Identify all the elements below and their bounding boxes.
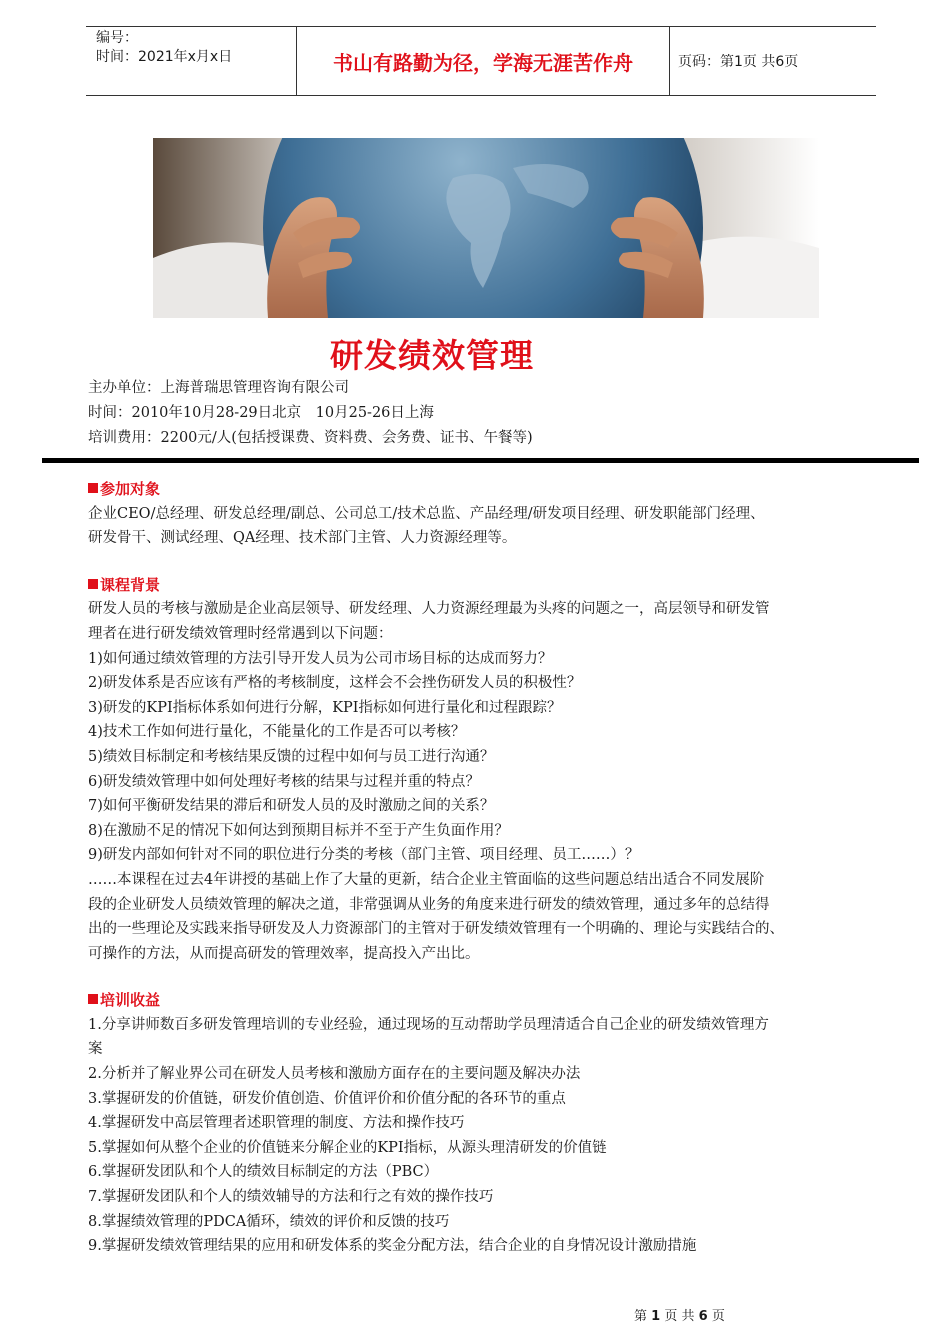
section-body-audience xyxy=(88,502,888,551)
text-line: 4.掌握研发中高层管理者述职管理的制度、方法和操作技巧 xyxy=(88,1115,465,1132)
text-line: 3)研发的KPI指标体系如何进行分解，KPI指标如何进行量化和过程跟踪？ xyxy=(88,699,562,716)
section-heading-audience: 参加对象 xyxy=(88,477,888,502)
time-line: 时间：2010年10月28-29日北京 10月25-26日上海 xyxy=(88,405,434,421)
text-line: 8.掌握绩效管理的PDCA循环，绩效的评价和反馈的技巧 xyxy=(88,1213,450,1230)
header-left-cell xyxy=(86,27,296,95)
text-line: 研发人员的考核与激励是企业高层领导、研发经理、人力资源经理最为头疼的问题之一，高层领导和研发管 xyxy=(88,601,770,618)
text-line: 9)研发内部如何针对不同的职位进行分类的考核（部门主管、项目经理、员工……）？ xyxy=(88,847,640,864)
divider-rule xyxy=(42,458,919,463)
header-number-label: 编号： xyxy=(96,30,138,46)
text-line: 6.掌握研发团队和个人的绩效目标制定的方法（PBC） xyxy=(88,1164,439,1181)
header-time-label: 时间：2021年x月x日 xyxy=(96,49,233,65)
organizer-line: 主办单位：上海普瑞思管理咨询有限公司 xyxy=(88,380,349,396)
header-page-label: 页码：第1页 共6页 xyxy=(678,54,799,70)
text-line: 2)研发体系是否应该有严格的考核制度，这样会不会挫伤研发人员的积极性？ xyxy=(88,675,582,692)
text-line: 7)如何平衡研发结果的滞后和研发人员的及时激励之间的关系？ xyxy=(88,798,495,815)
section-body-benefits xyxy=(88,1013,888,1259)
text-line: 9.掌握研发绩效管理结果的应用和研发体系的奖金分配方法，结合企业的自身情况设计激励措施 xyxy=(88,1238,697,1255)
text-line: 研发骨干、测试经理、QA经理、技术部门主管、人力资源经理等。 xyxy=(88,530,517,547)
main-content xyxy=(88,477,888,1259)
text-line: 2.分析并了解业界公司在研发人员考核和激励方面存在的主要问题及解决办法 xyxy=(88,1066,581,1083)
course-meta xyxy=(88,376,533,451)
text-line: 1.分享讲师数百多研发管理培训的专业经验，通过现场的互动帮助学员理清适合自己企业的研发绩效管理方 xyxy=(88,1016,769,1033)
text-line: 理者在进行研发绩效管理时经常遇到以下问题： xyxy=(88,625,393,642)
header-motto: 书山有路勤为径，学海无涯苦作舟 xyxy=(296,27,670,95)
square-bullet-icon xyxy=(88,483,98,493)
text-line: 3.掌握研发的价值链，研发价值创造、价值评价和价值分配的各环节的重点 xyxy=(88,1090,566,1107)
text-line: 企业CEO/总经理、研发总经理/副总、公司总工/技术总监、产品经理/研发项目经理、研发职能部门经理、 xyxy=(88,505,765,522)
text-line: 案 xyxy=(88,1041,103,1058)
banner-image-globe-in-hands xyxy=(153,138,819,318)
globe-hands-illustration xyxy=(153,138,819,318)
section-heading-background: 课程背景 xyxy=(88,573,888,598)
text-line: 4)技术工作如何进行量化，不能量化的工作是否可以考核？ xyxy=(88,724,466,741)
square-bullet-icon xyxy=(88,579,98,589)
document-title: 研发绩效管理 xyxy=(330,336,534,375)
fee-line: 培训费用：2200元/人(包括授课费、资料费、会务费、证书、午餐等) xyxy=(88,430,533,446)
section-heading-benefits: 培训收益 xyxy=(88,988,888,1013)
text-line: 可操作的方法，从而提高研发的管理效率，提高投入产出比。 xyxy=(88,945,480,962)
section-body-background xyxy=(88,597,888,966)
text-line: 5.掌握如何从整个企业的价值链来分解企业的KPI指标，从源头理清研发的价值链 xyxy=(88,1139,607,1156)
text-line: 6)研发绩效管理中如何处理好考核的结果与过程并重的特点？ xyxy=(88,773,480,790)
text-line: ……本课程在过去4年讲授的基础上作了大量的更新，结合企业主管面临的这些问题总结出适合不同发展阶 xyxy=(88,871,765,888)
text-line: 5)绩效目标制定和考核结果反馈的过程中如何与员工进行沟通？ xyxy=(88,748,495,765)
square-bullet-icon xyxy=(88,994,98,1004)
text-line: 段的企业研发人员绩效管理的解决之道，非常强调从业务的角度来进行研发的绩效管理，通过多年的总结得 xyxy=(88,896,770,913)
text-line: 出的一些理论及实践来指导研发及人力资源部门的主管对于研发绩效管理有一个明确的、理论与实践结合的、 xyxy=(88,921,784,938)
text-line: 8)在激励不足的情况下如何达到预期目标并不至于产生负面作用？ xyxy=(88,822,509,839)
text-line: 1)如何通过绩效管理的方法引导开发人员为公司市场目标的达成而努力？ xyxy=(88,650,553,667)
text-line: 7.掌握研发团队和个人的绩效辅导的方法和行之有效的操作技巧 xyxy=(88,1189,494,1206)
page-footer: 第 1 页 共 6 页 xyxy=(634,1309,725,1324)
header-table xyxy=(86,26,876,96)
